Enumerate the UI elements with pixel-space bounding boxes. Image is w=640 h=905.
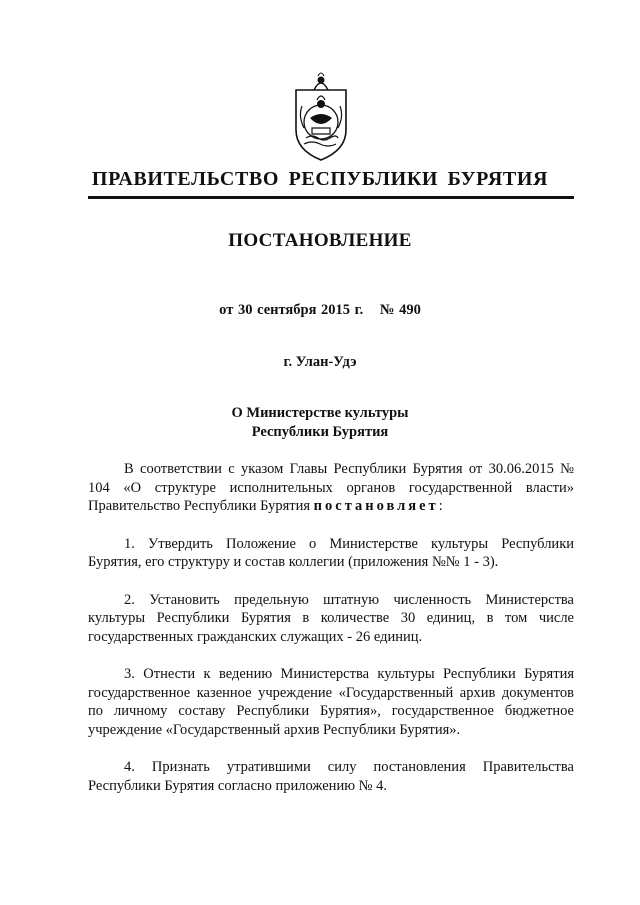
coat-of-arms-icon [292,72,350,162]
government-title: ПРАВИТЕЛЬСТВО РЕСПУБЛИКИ БУРЯТИЯ [91,168,549,190]
item-paragraph-3: 3. Отнести к ведению Министерства культуры Республики Бурятия государственное казенное учреждение «Государственный архив документов по личному составу Республики Бурятия», государственное бюджетное учреждение «Государственный архив Республики Бурятия». [88,666,574,738]
document-number: № 490 [379,302,421,318]
subject-line-1: О Министерстве культуры [231,405,409,421]
preamble-paragraph [88,460,574,516]
subject-line-2: Республики Бурятия [251,424,389,440]
item-paragraph-1: 1. Утвердить Положение о Министерстве культуры Республики Бурятия, его структуру и состав коллегии (приложения №№ 1 - 3). [88,535,574,570]
document-date: от 30 сентября 2015 г. [219,302,364,318]
document-city: г. Улан-Удэ [283,354,357,370]
item-paragraph-2: 2. Установить предельную штатную численность Министерства культуры Республики Бурятия в количестве 30 единиц, в том числе государственных гражданских служащих - 26 единиц. [88,591,574,645]
preamble-text: В соответствии с указом Главы Республики Бурятия от 30.06.2015 № 104 «О структуре исполнительных органов государственной власти» Правительство Республики Бурятия [88,461,574,514]
header-divider [88,196,574,199]
document-body [88,460,574,814]
document-type: ПОСТАНОВЛЕНИЕ [228,230,412,251]
document-subject [0,404,640,442]
item-paragraph-4: 4. Признать утратившими силу постановления Правительства Республики Бурятия согласно приложению № 4. [88,759,574,794]
preamble-end: : [438,498,443,514]
date-number-line [0,302,640,319]
decree-word: постановляет [313,498,439,514]
